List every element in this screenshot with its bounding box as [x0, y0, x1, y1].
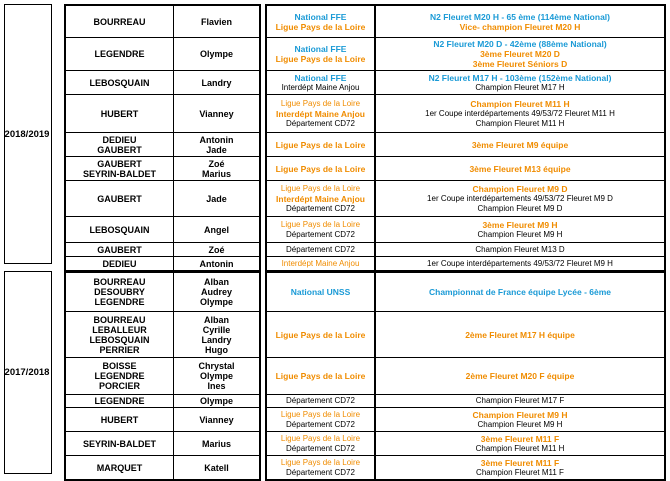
surname: BOURREAU: [93, 277, 146, 287]
surname: LEBOSQUAIN: [89, 224, 150, 235]
result-row: [266, 133, 665, 157]
result-row: [266, 272, 665, 312]
result-cell: [375, 456, 665, 481]
result-text: 2ème Fleuret M17 H équipe: [465, 329, 575, 340]
firstname: Zoé: [208, 158, 225, 169]
result-cell: [375, 157, 665, 181]
firstname: Antonin: [199, 134, 234, 145]
result-text: Champion Fleuret M9 D: [477, 203, 563, 213]
firstname: Katell: [204, 462, 229, 473]
result-text: N2 Fleuret M20 H - 65 ème (114ème National): [430, 11, 610, 22]
athlete-row: [65, 358, 260, 395]
firstname: Vianney: [199, 414, 234, 425]
result-row: [266, 38, 665, 71]
firstname: Olympe: [199, 371, 233, 381]
athlete-row: [65, 95, 260, 133]
firstname-cell: [174, 432, 261, 456]
result-text: Champion Fleuret M13 D: [475, 244, 565, 254]
firstname-cell: [174, 157, 261, 181]
competition-level-cell: [266, 157, 375, 181]
surname: BOISSE: [102, 361, 137, 371]
result-text: Champion Fleuret M11 H: [475, 118, 565, 128]
competition-level-cell: [266, 133, 375, 157]
competition-level: Ligue Pays de la Loire: [280, 183, 361, 193]
result-text: N2 Fleuret M17 H - 103ème (152ème National): [428, 72, 612, 83]
result-cell: [375, 408, 665, 432]
result-cell: [375, 181, 665, 217]
competition-level-cell: [266, 432, 375, 456]
competition-level: National FFE: [294, 44, 347, 54]
result-cell: [375, 432, 665, 456]
result-cell: [375, 395, 665, 408]
firstname-cell: [174, 395, 261, 408]
result-text: Champion Fleuret M9 H: [472, 409, 568, 420]
firstname-cell: [174, 133, 261, 157]
competition-level: Ligue Pays de la Loire: [280, 409, 361, 419]
competition-level-cell: [266, 358, 375, 395]
surname: HUBERT: [100, 414, 139, 425]
athlete-row: [65, 157, 260, 181]
firstname: Marius: [201, 438, 231, 449]
surname-cell: [65, 432, 174, 456]
surname-cell: [65, 408, 174, 432]
result-row: [266, 71, 665, 95]
result-row: [266, 181, 665, 217]
competition-level: Ligue Pays de la Loire: [275, 139, 366, 150]
result-row: [266, 432, 665, 456]
result-cell: [375, 5, 665, 38]
athlete-row: [65, 71, 260, 95]
competition-level-cell: [266, 71, 375, 95]
season-block-2017-2018: [4, 271, 52, 474]
firstname: Landry: [201, 77, 232, 88]
result-text: N2 Fleuret M20 D - 42ème (88ème National): [433, 39, 607, 49]
result-text: 2ème Fleuret M20 F équipe: [465, 371, 575, 381]
firstname-cell: [174, 243, 261, 257]
surname-cell: [65, 95, 174, 133]
competition-level: Ligue Pays de la Loire: [280, 457, 361, 467]
competition-level-cell: [266, 38, 375, 71]
firstname: Landry: [201, 334, 232, 345]
competition-level: Ligue Pays de la Loire: [280, 219, 361, 229]
surname-cell: [65, 243, 174, 257]
surname-cell: [65, 395, 174, 408]
firstname: Alban: [203, 277, 229, 287]
surname: HUBERT: [100, 108, 139, 119]
firstname: Olympe: [199, 49, 233, 59]
surname-cell: [65, 257, 174, 272]
surname: PORCIER: [98, 381, 140, 391]
result-text: 3ème Fleuret M11 F: [480, 433, 560, 444]
surname: LEGENDRE: [94, 371, 145, 381]
surname: DEDIEU: [102, 134, 137, 145]
firstname: Marius: [201, 168, 231, 179]
firstname: Olympe: [199, 297, 233, 307]
surname: GAUBERT: [97, 144, 142, 155]
athlete-row: [65, 5, 260, 38]
competition-level: National FFE: [294, 72, 347, 83]
result-text: 3ème Fleuret M9 H: [482, 219, 558, 230]
result-cell: [375, 272, 665, 312]
firstname: Audrey: [200, 287, 232, 297]
athletes-table-2018-2019: [64, 4, 261, 272]
result-text: 1er Coupe interdépartements 49/53/72 Fleuret M9 H: [427, 258, 613, 268]
result-cell: [375, 358, 665, 395]
result-text: Champion Fleuret M9 H: [477, 229, 563, 239]
competition-level: Ligue Pays de la Loire: [280, 433, 361, 443]
surname: GAUBERT: [97, 193, 142, 204]
athlete-row: [65, 456, 260, 481]
result-cell: [375, 95, 665, 133]
firstname-cell: [174, 181, 261, 217]
surname-cell: [65, 133, 174, 157]
athlete-row: [65, 181, 260, 217]
result-text: 1er Coupe interdépartements 49/53/72 Fleuret M9 D: [427, 193, 613, 203]
athlete-row: [65, 257, 260, 272]
athlete-row: [65, 217, 260, 243]
result-row: [266, 257, 665, 272]
firstname-cell: [174, 312, 261, 358]
competition-level: Interdépt Maine Anjou: [281, 82, 360, 92]
firstname: Jade: [206, 144, 227, 155]
result-row: [266, 456, 665, 481]
competition-level: Département CD72: [286, 203, 355, 213]
results-table-2017-2018: [265, 271, 666, 481]
firstname: Olympe: [199, 396, 233, 406]
results-table-2018-2019: [265, 4, 666, 272]
result-row: [266, 5, 665, 38]
firstname: Alban: [203, 314, 229, 325]
competition-level: Département CD72: [286, 244, 355, 254]
athlete-row: [65, 243, 260, 257]
competition-level-cell: [266, 217, 375, 243]
competition-level-cell: [266, 95, 375, 133]
firstname: Jade: [206, 193, 227, 204]
competition-level: Interdépt Maine Anjou: [276, 108, 365, 119]
result-text: 3ème Fleuret M11 F: [480, 457, 560, 468]
athlete-row: [65, 38, 260, 71]
result-text: Champion Fleuret M9 H: [477, 419, 563, 429]
competition-level-cell: [266, 181, 375, 217]
result-cell: [375, 71, 665, 95]
surname-cell: [65, 456, 174, 481]
surname: DEDIEU: [102, 258, 137, 269]
season-label: 2018/2019: [4, 128, 50, 140]
result-cell: [375, 243, 665, 257]
firstname: Vianney: [199, 108, 234, 119]
competition-level: Interdépt Maine Anjou: [276, 193, 365, 204]
result-text: Champion Fleuret M11 H: [470, 98, 570, 109]
surname: LEGENDRE: [94, 297, 145, 307]
competition-level-cell: [266, 312, 375, 358]
surname-cell: [65, 157, 174, 181]
firstname: Chrystal: [198, 361, 235, 371]
firstname-cell: [174, 257, 261, 272]
surname-cell: [65, 38, 174, 71]
surname: LEGENDRE: [94, 396, 145, 406]
firstname: Cyrille: [202, 324, 231, 335]
surname: LEBALLEUR: [92, 324, 147, 335]
result-row: [266, 312, 665, 358]
surname: SEYRIN-BALDET: [82, 168, 156, 179]
surname: MARQUET: [96, 462, 143, 473]
result-text: Champion Fleuret M9 D: [472, 183, 568, 194]
result-row: [266, 243, 665, 257]
surname: LEBOSQUAIN: [89, 77, 150, 88]
competition-level: National UNSS: [290, 287, 351, 297]
competition-level-cell: [266, 395, 375, 408]
result-row: [266, 358, 665, 395]
result-text: Championnat de France équipe Lycée - 6ème: [428, 287, 611, 297]
result-row: [266, 408, 665, 432]
result-cell: [375, 257, 665, 272]
result-cell: [375, 312, 665, 358]
athlete-row: [65, 272, 260, 312]
competition-level: Département CD72: [286, 229, 355, 239]
firstname: Zoé: [208, 244, 225, 255]
athlete-row: [65, 395, 260, 408]
surname-cell: [65, 71, 174, 95]
competition-level-cell: [266, 5, 375, 38]
surname-cell: [65, 5, 174, 38]
competition-level-cell: [266, 456, 375, 481]
result-text: 3ème Fleuret Séniors D: [472, 59, 568, 69]
result-cell: [375, 133, 665, 157]
competition-level: Ligue Pays de la Loire: [275, 21, 366, 32]
result-row: [266, 157, 665, 181]
result-text: 3ème Fleuret M9 équipe: [471, 139, 569, 150]
firstname-cell: [174, 456, 261, 481]
firstname-cell: [174, 5, 261, 38]
result-text: Champion Fleuret M17 F: [475, 396, 565, 405]
athletes-table-2017-2018: [64, 271, 261, 481]
firstname-cell: [174, 272, 261, 312]
athlete-row: [65, 312, 260, 358]
surname-cell: [65, 272, 174, 312]
result-cell: [375, 217, 665, 243]
firstname: Angel: [203, 224, 229, 235]
competition-level: Ligue Pays de la Loire: [275, 163, 366, 174]
athlete-row: [65, 133, 260, 157]
surname: LEBOSQUAIN: [89, 334, 150, 345]
result-row: [266, 395, 665, 408]
surname: LEGENDRE: [94, 49, 145, 59]
competition-level-cell: [266, 272, 375, 312]
result-text: 3ème Fleuret M13 équipe: [469, 163, 571, 174]
result-text: Champion Fleuret M17 H: [475, 82, 565, 92]
athlete-row: [65, 408, 260, 432]
competition-level: Département CD72: [286, 419, 355, 429]
competition-level-cell: [266, 257, 375, 272]
result-text: Champion Fleuret M11 F: [476, 467, 564, 477]
surname: BOURREAU: [93, 16, 146, 27]
firstname-cell: [174, 38, 261, 71]
surname: GAUBERT: [97, 244, 142, 255]
season-block-2018-2019: [4, 4, 52, 264]
surname: BOURREAU: [93, 314, 146, 325]
surname-cell: [65, 312, 174, 358]
competition-level: Interdépt Maine Anjou: [281, 258, 360, 268]
surname: PERRIER: [99, 344, 140, 355]
firstname: Antonin: [199, 258, 234, 269]
firstname-cell: [174, 71, 261, 95]
firstname-cell: [174, 217, 261, 243]
surname-cell: [65, 181, 174, 217]
result-text: Vice- champion Fleuret M20 H: [459, 21, 581, 32]
competition-level: Ligue Pays de la Loire: [275, 329, 366, 340]
result-row: [266, 217, 665, 243]
surname: DESOUBRY: [94, 287, 145, 297]
competition-level: Département CD72: [286, 443, 355, 453]
result-cell: [375, 38, 665, 71]
competition-level: Ligue Pays de la Loire: [275, 54, 366, 64]
surname: SEYRIN-BALDET: [82, 438, 156, 449]
result-text: 3ème Fleuret M20 D: [480, 49, 560, 59]
athlete-row: [65, 432, 260, 456]
firstname: Hugo: [205, 344, 228, 355]
firstname: Flavien: [200, 16, 232, 27]
competition-level: Ligue Pays de la Loire: [275, 371, 366, 381]
surname: GAUBERT: [97, 158, 142, 169]
surname-cell: [65, 217, 174, 243]
result-text: 1er Coupe interdépartements 49/53/72 Fleuret M11 H: [425, 108, 615, 118]
result-row: [266, 95, 665, 133]
competition-level: National FFE: [294, 11, 347, 22]
result-text: Champion Fleuret M11 H: [475, 443, 565, 453]
firstname-cell: [174, 95, 261, 133]
competition-level: Département CD72: [286, 118, 355, 128]
competition-level: Département CD72: [286, 396, 355, 405]
firstname-cell: [174, 358, 261, 395]
competition-level-cell: [266, 408, 375, 432]
competition-level: Ligue Pays de la Loire: [280, 98, 361, 108]
firstname-cell: [174, 408, 261, 432]
surname-cell: [65, 358, 174, 395]
competition-level: Département CD72: [286, 467, 355, 477]
season-label: 2017/2018: [4, 367, 50, 378]
firstname: Ines: [207, 381, 226, 391]
competition-level-cell: [266, 243, 375, 257]
